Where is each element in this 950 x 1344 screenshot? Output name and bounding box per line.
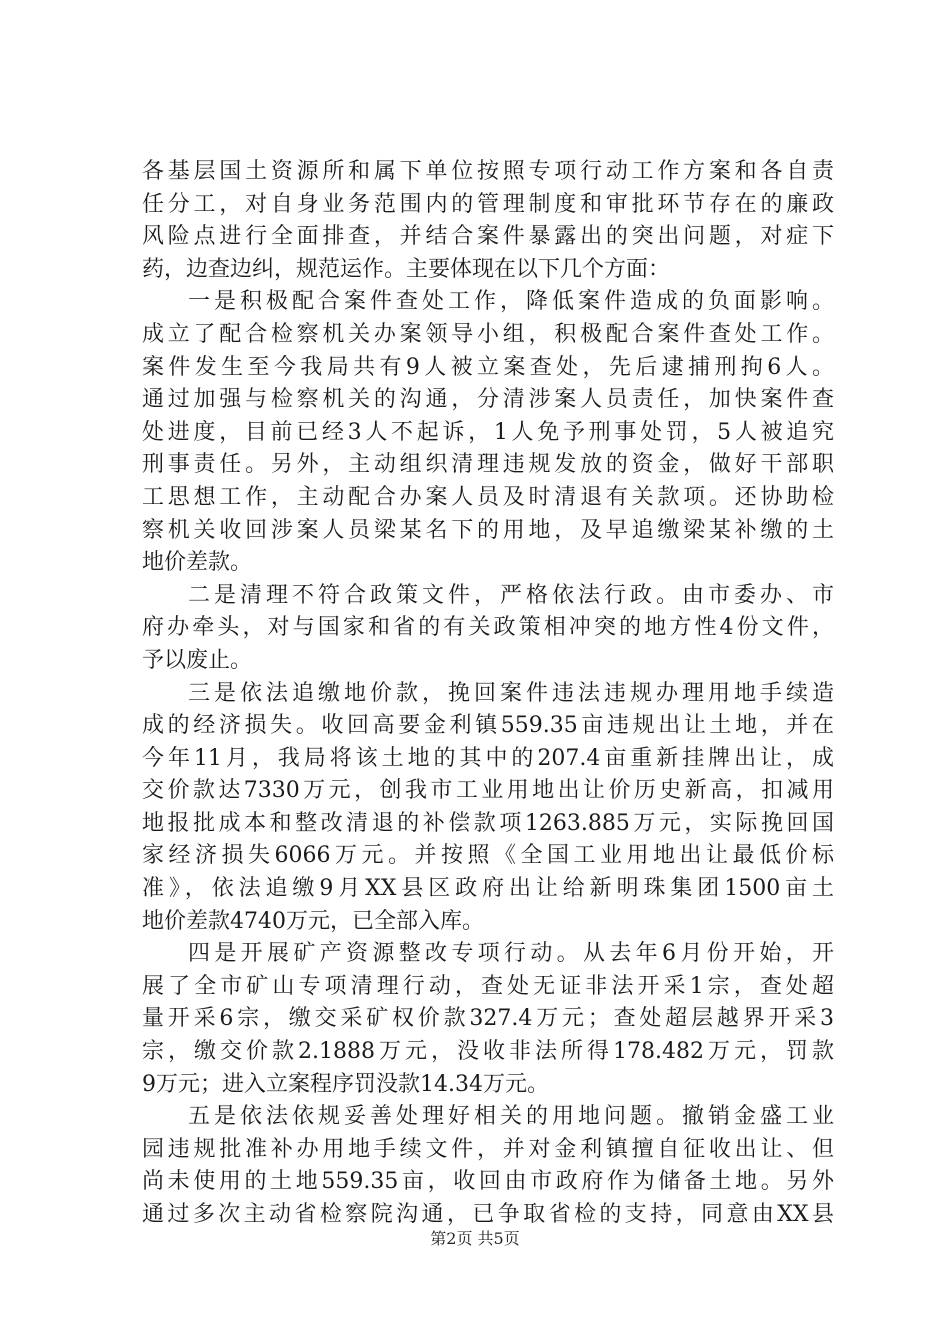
- paragraph-4-start: 四是开展矿产资源整改专项行动。从去年6月份开始，开: [188, 941, 834, 967]
- text-line: 风险点进行全面排查，并结合案件暴露出的突出问题，对症下: [142, 224, 834, 250]
- text-line: 通过多次主动省检察院沟通，已争取省检的支持，同意由XX县: [142, 1202, 834, 1227]
- text-line: 展了全市矿山专项清理行动，查处无证非法开采1宗，查处超: [142, 973, 834, 999]
- text-line: 工思想工作，主动配合办案人员及时清退有关款项。还协助检: [142, 484, 834, 510]
- page-number-footer: 第2页 共5页: [430, 1229, 520, 1248]
- text-line: 家经济损失6066万元。并按照《全国工业用地出让最低价标: [142, 843, 834, 869]
- text-line: 刑事责任。另外，主动组织清理违规发放的资金，做好干部职: [142, 452, 834, 478]
- text-line: 府办牵头，对与国家和省的有关政策相冲突的地方性4份文件，: [142, 615, 834, 641]
- text-line: 地价差款4740万元，已全部入库。: [142, 908, 484, 934]
- text-line: 准》，依法追缴9月XX县区政府出让给新明珠集团1500亩土: [142, 876, 834, 902]
- paragraph-1-start: 一是积极配合案件查处工作，降低案件造成的负面影响。: [188, 289, 834, 315]
- text-line: 量开采6宗，缴交采矿权价款327.4万元；查处超层越界开采3: [142, 1006, 834, 1032]
- paragraph-5-start: 五是依法依规妥善处理好相关的用地问题。撤销金盛工业: [188, 1104, 834, 1130]
- text-line: 处进度，目前已经3人不起诉，1人免予刑事处罚，5人被追究: [142, 419, 834, 445]
- text-line: 通过加强与检察机关的沟通，分清涉案人员责任，加快案件查: [142, 387, 834, 413]
- text-line: 任分工，对自身业务范围内的管理制度和审批环节存在的廉政: [142, 191, 834, 217]
- text-line: 案件发生至今我局共有9人被立案查处，先后逮捕刑拘6人。: [142, 354, 834, 380]
- text-line: 察机关收回涉案人员梁某名下的用地，及早追缴梁某补缴的土: [142, 517, 834, 543]
- text-line: 今年11月，我局将该土地的其中的207.4亩重新挂牌出让，成: [142, 745, 834, 771]
- text-line: 药，边查边纠，规范运作。主要体现在以下几个方面：: [142, 256, 671, 282]
- text-line: 成立了配合检察机关办案领导小组，积极配合案件查处工作。: [142, 321, 834, 347]
- text-line: 宗，缴交价款2.1888万元，没收非法所得178.482万元，罚款: [142, 1039, 834, 1065]
- text-line: 交价款达7330万元，创我市工业用地出让价历史新高，扣减用: [142, 778, 834, 804]
- text-line: 各基层国土资源所和属下单位按照专项行动工作方案和各自责: [142, 159, 834, 184]
- text-line: 成的经济损失。收回高要金利镇559.35亩违规出让土地，并在: [142, 713, 834, 739]
- text-line: 9万元；进入立案程序罚没款14.34万元。: [142, 1071, 549, 1097]
- document-body: [142, 156, 834, 1232]
- paragraph-2-start: 二是清理不符合政策文件，严格依法行政。由市委办、市: [188, 582, 834, 608]
- text-line: 园违规批准补办用地手续文件，并对金利镇擅自征收出让、但: [142, 1136, 834, 1162]
- text-line: 尚未使用的土地559.35亩，收回由市政府作为储备土地。另外: [142, 1169, 834, 1195]
- text-line: 地价差款。: [142, 550, 253, 576]
- text-line: 予以废止。: [142, 647, 253, 673]
- paragraph-3-start: 三是依法追缴地价款，挽回案件违法违规办理用地手续造: [188, 680, 834, 706]
- text-line: 地报批成本和整改清退的补偿款项1263.885万元，实际挽回国: [142, 810, 834, 836]
